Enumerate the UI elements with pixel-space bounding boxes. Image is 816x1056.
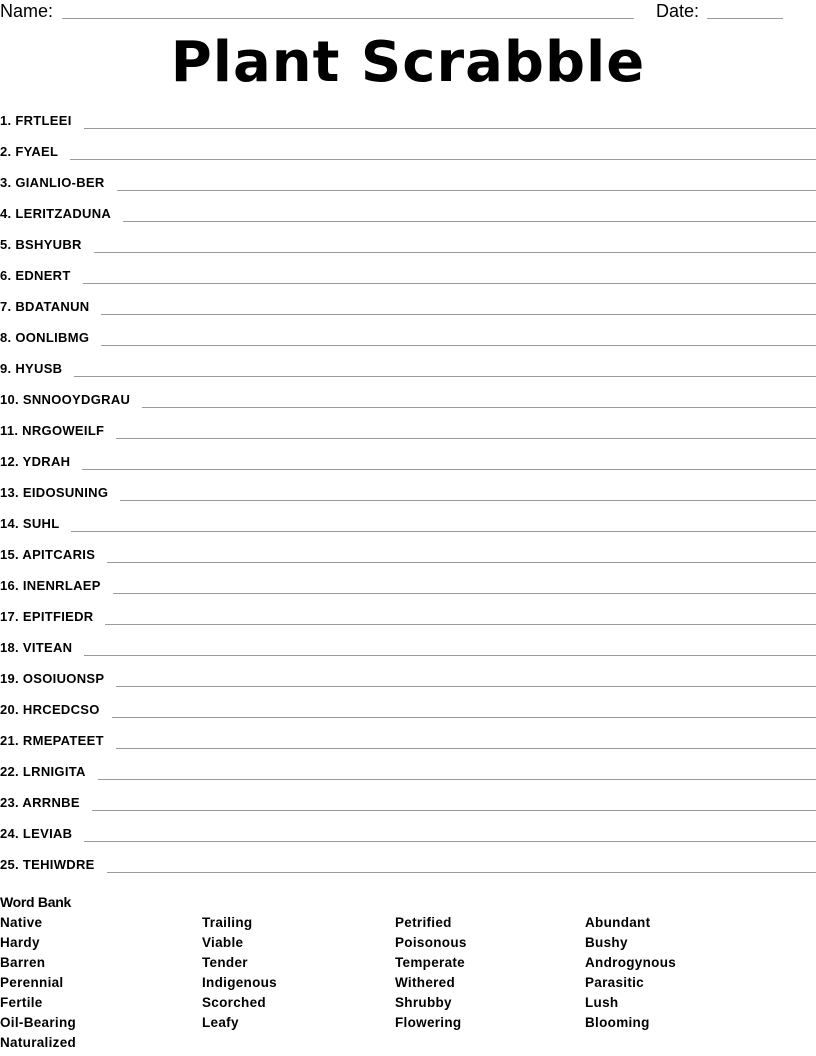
scrambled-word: 16. INENRLAEP <box>0 578 101 593</box>
scrambled-word: 14. SUHL <box>0 516 60 531</box>
word-bank-word: Oil-Bearing <box>0 1015 77 1030</box>
scrambled-word: 25. TEHIWDRE <box>0 857 95 872</box>
answer-line[interactable] <box>105 624 816 625</box>
word-bank-word: Naturalized <box>0 1035 77 1050</box>
word-bank-word: Petrified <box>395 915 452 930</box>
answer-line[interactable] <box>101 314 816 315</box>
scrambled-word: 19. OSOIUONSP <box>0 671 105 686</box>
scrambled-word: 5. BSHYUBR <box>0 237 82 252</box>
word-bank-title: Word Bank <box>0 894 71 910</box>
puzzle-item <box>0 265 816 296</box>
scrambled-word: 15. APITCARIS <box>0 547 96 562</box>
word-bank-column-2 <box>202 913 277 1033</box>
puzzle-item <box>0 172 816 203</box>
answer-line[interactable] <box>84 655 816 656</box>
answer-line[interactable] <box>74 376 816 377</box>
puzzle-item <box>0 389 816 420</box>
answer-line[interactable] <box>116 686 816 687</box>
word-bank-word: Blooming <box>585 1015 650 1030</box>
scrambled-word: 22. LRNIGITA <box>0 764 86 779</box>
puzzle-item <box>0 761 816 792</box>
page-title: Plant Scrabble <box>170 30 646 95</box>
word-bank-word: Barren <box>0 955 46 970</box>
word-bank-word: Abundant <box>585 915 651 930</box>
header-row <box>0 0 816 24</box>
puzzle-item <box>0 513 816 544</box>
word-bank-word: Native <box>0 915 43 930</box>
word-bank-word: Shrubby <box>395 995 452 1010</box>
word-bank-word: Trailing <box>202 915 253 930</box>
answer-line[interactable] <box>84 128 816 129</box>
puzzle-item <box>0 141 816 172</box>
answer-line[interactable] <box>71 531 816 532</box>
word-bank-column-3 <box>395 913 467 1033</box>
scrambled-word: 20. HRCEDCSO <box>0 702 100 717</box>
word-bank-word: Perennial <box>0 975 64 990</box>
puzzle-item <box>0 730 816 761</box>
puzzle-item <box>0 668 816 699</box>
scrambled-word: 23. ARRNBE <box>0 795 80 810</box>
name-label: Name: <box>0 1 54 21</box>
answer-line[interactable] <box>113 593 816 594</box>
word-bank-column-4 <box>585 913 676 1033</box>
word-bank-word: Withered <box>395 975 456 990</box>
puzzle-item <box>0 637 816 668</box>
puzzle-item <box>0 854 816 885</box>
answer-line[interactable] <box>123 221 816 222</box>
answer-line[interactable] <box>101 345 816 346</box>
puzzle-item <box>0 203 816 234</box>
puzzle-item <box>0 420 816 451</box>
word-bank-column-1 <box>0 913 76 1053</box>
scrambled-word: 10. SNNOOYDGRAU <box>0 392 131 407</box>
word-bank-word: Androgynous <box>585 955 677 970</box>
scrambled-word: 1. FRTLEEI <box>0 113 72 128</box>
answer-line[interactable] <box>98 779 816 780</box>
answer-line[interactable] <box>94 252 816 253</box>
puzzle-item <box>0 606 816 637</box>
date-field[interactable] <box>707 18 783 19</box>
scrambled-word: 3. GIANLIO-BER <box>0 175 105 190</box>
scrambled-word: 18. VITEAN <box>0 640 73 655</box>
answer-line[interactable] <box>70 159 816 160</box>
word-bank-word: Scorched <box>202 995 266 1010</box>
answer-line[interactable] <box>112 717 816 718</box>
word-bank-word: Lush <box>585 995 619 1010</box>
scrambled-word: 7. BDATANUN <box>0 299 90 314</box>
word-bank-word: Flowering <box>395 1015 462 1030</box>
puzzle-item <box>0 823 816 854</box>
puzzle-item <box>0 234 816 265</box>
word-bank-word: Poisonous <box>395 935 467 950</box>
word-bank-word: Parasitic <box>585 975 644 990</box>
answer-line[interactable] <box>83 283 816 284</box>
puzzle-item <box>0 296 816 327</box>
scrambled-word: 12. YDRAH <box>0 454 71 469</box>
scrambled-word: 2. FYAEL <box>0 144 59 159</box>
word-bank-word: Viable <box>202 935 244 950</box>
puzzle-item <box>0 110 816 141</box>
puzzle-item <box>0 327 816 358</box>
puzzle-item <box>0 358 816 389</box>
scrambled-word: 21. RMEPATEET <box>0 733 104 748</box>
scrambled-word: 17. EPITFIEDR <box>0 609 94 624</box>
word-bank-word: Fertile <box>0 995 43 1010</box>
scrambled-word: 6. EDNERT <box>0 268 71 283</box>
puzzle-item <box>0 451 816 482</box>
scrambled-word: 13. EIDOSUNING <box>0 485 109 500</box>
answer-line[interactable] <box>84 841 816 842</box>
word-bank-word: Leafy <box>202 1015 239 1030</box>
scrambled-word: 24. LEVIAB <box>0 826 73 841</box>
scrambled-word: 9. HYUSB <box>0 361 63 376</box>
scrambled-word: 11. NRGOWEILF <box>0 423 105 438</box>
word-bank-word: Bushy <box>585 935 628 950</box>
word-bank-word: Hardy <box>0 935 40 950</box>
answer-line[interactable] <box>107 872 816 873</box>
name-field[interactable] <box>62 18 634 19</box>
answer-line[interactable] <box>142 407 816 408</box>
puzzle-item <box>0 575 816 606</box>
word-bank-word: Indigenous <box>202 975 277 990</box>
puzzle-item <box>0 544 816 575</box>
scrambled-word: 8. OONLIBMG <box>0 330 90 345</box>
word-bank-word: Temperate <box>395 955 465 970</box>
word-bank-word: Tender <box>202 955 248 970</box>
answer-line[interactable] <box>107 562 816 563</box>
answer-line[interactable] <box>116 438 816 439</box>
answer-line[interactable] <box>117 190 816 191</box>
answer-line[interactable] <box>82 469 816 470</box>
puzzle-item <box>0 482 816 513</box>
puzzle-item <box>0 699 816 730</box>
answer-line[interactable] <box>92 810 816 811</box>
puzzle-item <box>0 792 816 823</box>
date-label: Date: <box>656 1 700 21</box>
scrambled-word: 4. LERITZADUNA <box>0 206 112 221</box>
answer-line[interactable] <box>120 500 816 501</box>
answer-line[interactable] <box>116 748 816 749</box>
